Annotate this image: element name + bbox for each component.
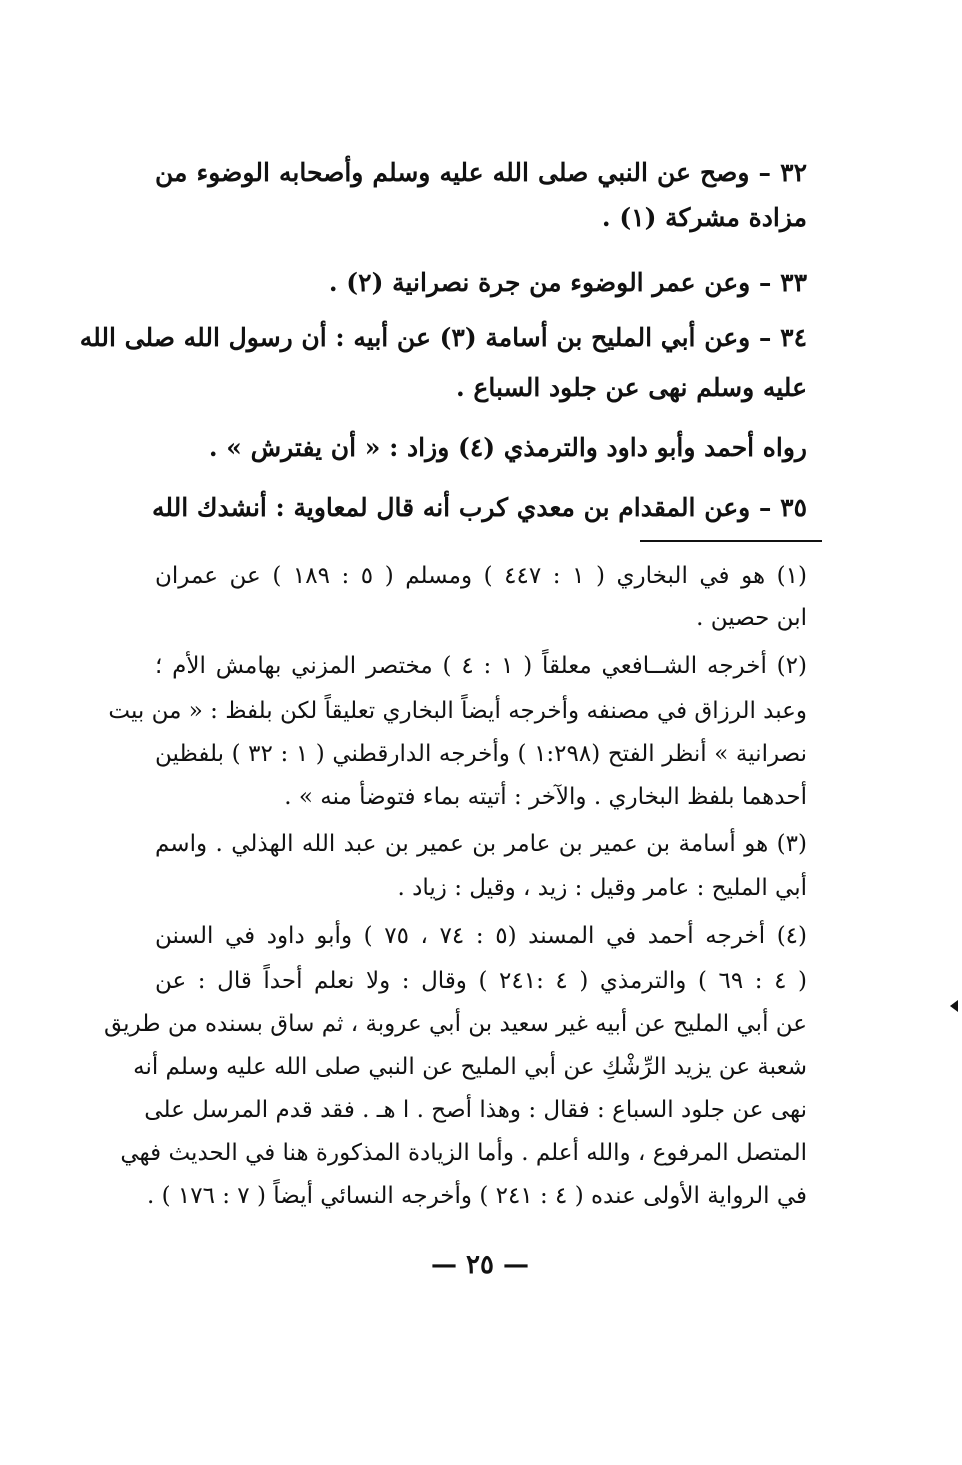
item-33-line-1: ٣٣ – وعن عمر الوضوء من جرة نصرانية (٢) . bbox=[328, 268, 807, 297]
item-34-line-1: ٣٤ – وعن أبي المليح بن أسامة (٣) عن أبيه : أن رسول الله صلى الله bbox=[79, 323, 807, 352]
footnote-1-line-2: ابن حصين . bbox=[696, 605, 807, 631]
footnote-2-line-4: أحدهما بلفظ البخاري . والآخر : أتيته بماء فتوضأ منه » . bbox=[284, 784, 807, 810]
footnote-3-line-1: (٣) هو أسامة بن عمير بن عامر بن عمير بن عبد الله الهذلي . واسم bbox=[155, 831, 807, 857]
footnote-4-line-1: (٤) أخرجه أحمد في المسند (٥ : ٧٤ ، ٧٥ ) وأبو داود في السنن bbox=[155, 923, 808, 949]
footnote-2-line-1: (٢) أخرجه الشــافعي معلقاً ( ١ : ٤ ) مختصر المزني بهامش الأم ؛ bbox=[155, 653, 807, 679]
footnote-2-line-2: وعبد الرزاق في مصنفه وأخرجه أيضاً البخاري تعليقاً لكن بلفظ : « من بيت bbox=[108, 698, 807, 724]
item-32-line-1: ٣٢ – وصح عن النبي صلى الله عليه وسلم وأصحابه الوضوء من bbox=[155, 158, 807, 187]
page-number: — ٢٥ — bbox=[430, 1250, 530, 1280]
footnote-separator bbox=[640, 540, 822, 542]
footnote-3-line-2: أبي المليح : عامر وقيل : زيد ، وقيل : زياد . bbox=[397, 875, 807, 901]
footnote-4-line-4: شعبة عن يزيد الرِّشْكِ عن أبي المليح عن النبي صلى الله عليه وسلم أنه bbox=[133, 1054, 807, 1080]
narration-line: رواه أحمد وأبو داود والترمذي (٤) وزاد : « أن يفترش » . bbox=[208, 433, 807, 462]
item-32-line-2: مزادة مشركة (١) . bbox=[601, 203, 807, 232]
footnote-4-line-7: في الرواية الأولى عنده ( ٤ : ٢٤١ ) وأخرجه النسائي أيضاً ( ٧ : ١٧٦ ) . bbox=[146, 1183, 807, 1209]
footnote-4-line-6: المتصل المرفوع ، والله أعلم . وأما الزيادة المذكورة هنا في الحديث فهي bbox=[120, 1140, 807, 1166]
footnote-4-line-3: عن أبي المليح عن أبيه غير سعيد بن أبي عروبة ، ثم ساق بسنده من طريق bbox=[103, 1011, 807, 1037]
item-35-line-1: ٣٥ – وعن المقدام بن معدي كرب أنه قال لمعاوية : أنشدك الله bbox=[151, 493, 807, 522]
item-34-line-2: عليه وسلم نهى عن جلود السباع . bbox=[456, 373, 807, 402]
footnote-4-line-5: نهى عن جلود السباع : فقال : وهذا أصح . ا هـ . فقد قدم المرسل على bbox=[144, 1097, 807, 1123]
margin-arrow-icon bbox=[950, 1000, 958, 1012]
footnote-1-line-1: (١) هو في البخاري ( ١ : ٤٤٧ ) ومسلم ( ٥ : ١٨٩ ) عن عمران bbox=[155, 563, 807, 589]
footnote-4-line-2: ( ٤ : ٦٩ ) والترمذي ( ٤ :٢٤١ ) وقال : ولا نعلم أحداً قال : عن bbox=[155, 968, 807, 994]
footnote-2-line-3: نصرانية » أنظر الفتح (١:٢٩٨ ) وأخرجه الدارقطني ( ١ : ٣٢ ) بلفظين bbox=[155, 741, 807, 767]
